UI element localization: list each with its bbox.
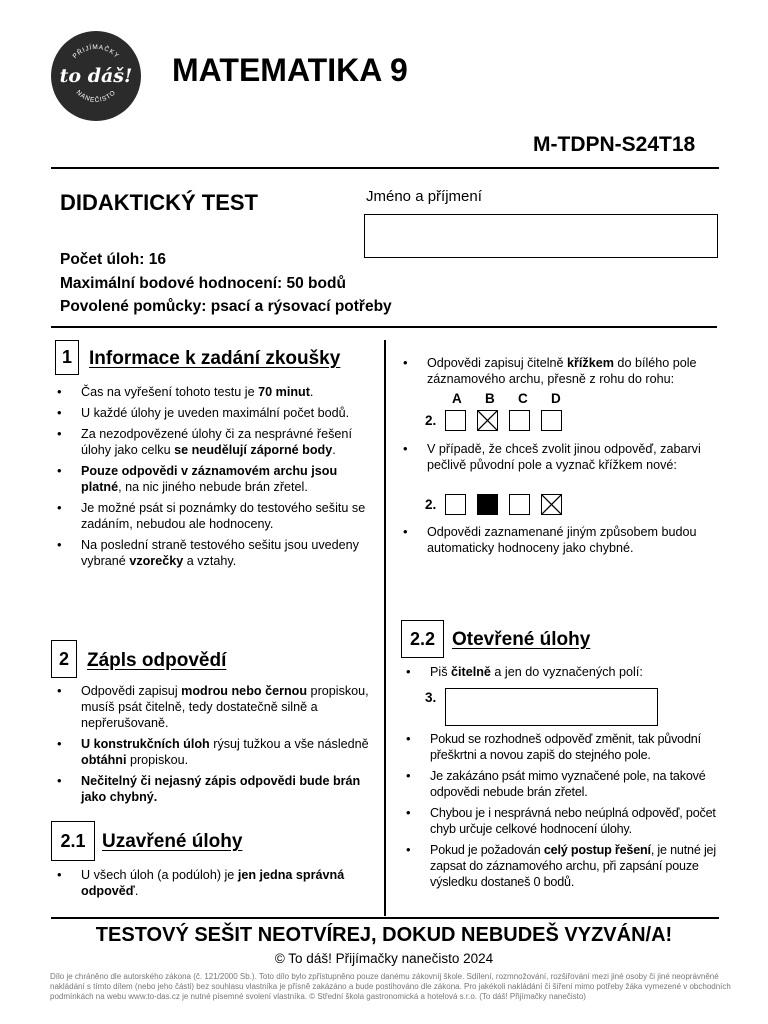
logo-bottom-text: NANEČISTO xyxy=(74,89,118,104)
list-item xyxy=(53,426,373,458)
info-divider xyxy=(51,326,717,328)
section-2-1-right-list-b xyxy=(399,441,734,478)
text: Je možné psát si poznámky do testového sešitu se zadáním, nebudou ale hodnoceny. xyxy=(81,501,366,531)
checkbox-a-2[interactable] xyxy=(445,494,466,515)
answer-label: 3. xyxy=(425,690,437,705)
letter-c: C xyxy=(518,391,528,406)
warning-text: TESTOVÝ SEŠIT NEOTVÍREJ, DOKUD NEBUDEŠ VYZVÁN/A! xyxy=(95,924,673,946)
bold-text: Pouze odpovědi v záznamovém archu jsou platné xyxy=(81,464,338,494)
bold-text: čitelně xyxy=(451,665,491,679)
test-heading: DIDAKTICKÝ TEST xyxy=(60,190,258,215)
list-item xyxy=(399,524,734,556)
checkbox-d[interactable] xyxy=(541,410,562,431)
letter-b: B xyxy=(485,391,495,406)
section-2-1-title: Uzavřené úlohy xyxy=(102,831,243,852)
bold-text: vzorečky xyxy=(129,554,184,568)
list-item xyxy=(402,731,732,763)
list-item xyxy=(402,842,732,890)
text: . xyxy=(134,884,139,898)
section-2-1-right-list-a xyxy=(399,355,734,392)
list-item xyxy=(53,867,381,899)
list-item xyxy=(399,441,734,473)
name-label: Jméno a příjmení xyxy=(366,188,482,205)
footer-divider xyxy=(51,917,719,919)
example-row-1 xyxy=(425,410,573,431)
text: , na nic jiného nebude brán zřetel. xyxy=(118,480,308,494)
section-2-2-title: Otevřené úlohy xyxy=(452,629,591,650)
task-count: Počet úloh: 16 xyxy=(60,251,166,268)
bold-text: obtáhni xyxy=(81,753,127,767)
letter-a: A xyxy=(452,391,462,406)
text: , je nutné jej zapsat do záznamového archu, při zapsání pouze výsledku dostaneš 0 bodů. xyxy=(430,843,716,889)
section-2-2-intro-item xyxy=(402,664,732,680)
text: Chybou je i nesprávná nebo neúplná odpověď, počet chyb určuje celkové hodnocení úlohy. xyxy=(430,806,716,836)
list-item xyxy=(402,805,732,837)
to-das-logo xyxy=(51,31,141,121)
text: Odpovědi zapisuj xyxy=(81,684,182,698)
list-item xyxy=(399,355,734,387)
list-item xyxy=(53,773,378,805)
logo-main-text: to dáš! xyxy=(59,65,133,87)
bold-text: jen jedna správná odpověď xyxy=(81,868,345,898)
legal-notice: Dílo je chráněno dle autorského zákona (č. 121/2000 Sb.). Toto dílo bylo zpřístupněno pouze danému zákovníj škole. Sdílení, rozmnožování, rozšiřování mezi jiné osoby či jiné neoprávněné nakládání s tímto dílem (nebo jeho části) bez souhlasu vlastníka je přísně zakázáno a bude postihováno dle zákona. Pro jakékoli nakládání či šíření mimo potřeby žáka vymezené v obchodních podmínkách na webu www.to-das.cz je nutné písemné svolení vlastníka. © Střední škola gastronomická a hotelová s.r.o. (To dáš! Přijímačky nanečisto) xyxy=(50,972,731,1001)
bold-text: se neudělují záporné body xyxy=(174,443,333,457)
section-1-list xyxy=(53,384,373,574)
svg-text:PŘIJÍMAČKY xyxy=(72,42,121,60)
name-field[interactable] xyxy=(364,214,718,258)
text: V případě, že chceš zvolit jinou odpověď, zabarvi pečlivě původní pole a vyznač křížkem nové: xyxy=(427,442,701,472)
text: Pokud se rozhodneš odpověď změnit, tak původní přeškrtni a novou zapiš do stejného pole. xyxy=(430,732,701,762)
text: Odpovědi zapisuj čitelně xyxy=(427,356,568,370)
text: U každé úlohy je uveden maximální počet bodů. xyxy=(81,406,350,420)
text: Je zakázáno psát mimo vyznačené pole, na takové odpovědi nebude brán zřetel. xyxy=(430,769,706,799)
section-2-2-intro xyxy=(402,664,732,685)
bold-text: 70 minut xyxy=(258,385,310,399)
section-1-number: 1 xyxy=(55,340,79,375)
list-item xyxy=(53,463,373,495)
bold-text: Nečitelný či nejasný zápis odpovědi bude brán jako chybný. xyxy=(81,774,361,804)
text: propiskou. xyxy=(126,753,189,767)
section-2-1-number: 2.1 xyxy=(51,821,95,861)
text: Na poslední straně testového sešitu jsou uvedeny vybrané xyxy=(81,538,359,568)
text: . xyxy=(309,385,314,399)
text: a jen do vyznačených polí: xyxy=(490,665,643,679)
section-2-1-right-list-c xyxy=(399,524,734,561)
logo-top-text: PŘIJÍMAČKY xyxy=(71,43,121,61)
row-label: 2. xyxy=(425,413,437,428)
checkbox-c-2[interactable] xyxy=(509,494,530,515)
list-item xyxy=(53,500,373,532)
to-das-logo-graphic xyxy=(51,31,141,121)
answer-letters xyxy=(452,391,584,406)
page-title: MATEMATIKA 9 xyxy=(172,52,408,88)
svg-text:NANEČISTO xyxy=(75,89,118,104)
section-2-title: Zápls odpovědí xyxy=(87,650,227,671)
checkbox-d-crossed[interactable] xyxy=(541,494,562,515)
letter-d: D xyxy=(551,391,561,406)
text: Odpovědi zaznamenané jiným způsobem budou automaticky hodnoceny jako chybné. xyxy=(427,525,697,555)
text: rýsuj tužkou a vše následně xyxy=(209,737,369,751)
text: propiskou, musíš psát čitelně, tedy dostatečně silně a nepřerušovaně. xyxy=(81,684,369,730)
section-2-2-number: 2.2 xyxy=(401,620,444,658)
list-item xyxy=(53,736,378,768)
text: do bílého pole záznamového archu, přesně z rohu do rohu: xyxy=(427,356,697,386)
checkbox-b-crossed[interactable] xyxy=(477,410,498,431)
bold-text: křížkem xyxy=(567,356,614,370)
text: Piš xyxy=(430,665,451,679)
checkbox-c[interactable] xyxy=(509,410,530,431)
text: Za nezodpovězené úlohy či za nesprávné řešení úlohy jako celku xyxy=(81,427,352,457)
copyright: © To dáš! Přijímačky nanečisto 2024 xyxy=(274,951,494,966)
section-2-number: 2 xyxy=(51,640,77,678)
max-points: Maximální bodové hodnocení: 50 bodů xyxy=(60,275,346,292)
open-answer-field[interactable] xyxy=(445,688,658,726)
section-2-list xyxy=(53,683,378,810)
allowed-aids: Povolené pomůcky: psací a rýsovací potřeby xyxy=(60,298,392,315)
list-item xyxy=(53,405,373,421)
text: a vztahy. xyxy=(183,554,237,568)
column-divider xyxy=(384,340,386,916)
text: Pokud je požadován xyxy=(430,843,544,857)
header-divider xyxy=(51,167,719,169)
text: . xyxy=(332,443,336,457)
bold-text: U konstrukčních úloh xyxy=(81,737,210,751)
checkbox-a[interactable] xyxy=(445,410,466,431)
example-row-2 xyxy=(425,494,573,515)
list-item xyxy=(53,537,373,569)
list-item xyxy=(402,768,732,800)
list-item xyxy=(53,683,378,731)
test-code: M-TDPN-S24T18 xyxy=(533,133,696,156)
bold-text: celý postup řešení xyxy=(543,843,651,857)
row-label-2: 2. xyxy=(425,497,437,512)
section-1-title: Informace k zadání zkoušky xyxy=(89,348,341,369)
section-2-2-list xyxy=(402,731,732,895)
text: Čas na vyřešení tohoto testu je xyxy=(81,385,259,399)
text: U všech úloh (a podúloh) je xyxy=(81,868,238,882)
bold-text: modrou nebo černou xyxy=(181,684,308,698)
list-item xyxy=(53,384,373,400)
checkbox-b-filled[interactable] xyxy=(477,494,498,515)
section-2-1-list xyxy=(53,867,381,904)
